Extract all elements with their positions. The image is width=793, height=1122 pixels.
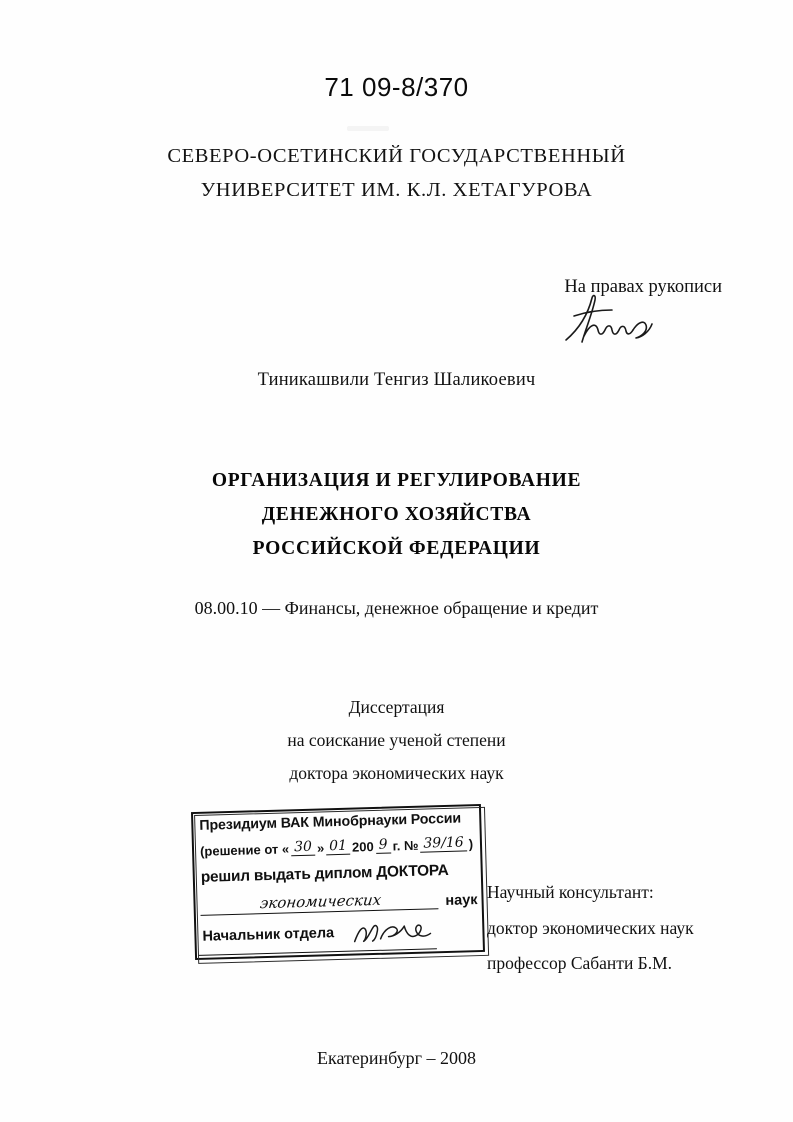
stamp-decision-day: 30	[291, 840, 315, 856]
author-name: Тиникашвили Тенгиз Шаликоевич	[257, 370, 536, 390]
stamp-decision-year-suffix: г. №	[392, 837, 419, 854]
stamp-field-suffix: наук	[445, 892, 478, 910]
stamp-decision-number: 39/16	[420, 835, 467, 852]
stamp-authority-line: Президиум ВАК Минобрнауки России	[199, 810, 462, 834]
archive-code: 71 09-8/370	[324, 72, 469, 102]
consultant-label: Научный консультант:	[487, 882, 654, 902]
dissertation-title-line-2: ДЕНЕЖНОГО ХОЗЯЙСТВА	[261, 504, 532, 525]
dissertation-title-line-3: РОССИЙСКОЙ ФЕДЕРАЦИИ	[252, 538, 541, 559]
stamp-decision-month: 01	[326, 839, 350, 855]
manuscript-rights-note: На правах рукописи	[564, 277, 722, 297]
stamp-official-signature-icon	[350, 917, 437, 945]
stamp-decision-quote-close: »	[316, 840, 325, 856]
stamp-official-title: Начальник отдела	[202, 925, 335, 945]
institution-name-line-1: СЕВЕРО-ОСЕТИНСКИЙ ГОСУДАРСТВЕННЫЙ	[167, 145, 626, 167]
vak-approval-stamp	[191, 804, 485, 960]
institution-name-line-2: УНИВЕРСИТЕТ ИМ. К.Л. ХЕТАГУРОВА	[200, 179, 593, 201]
stamp-award-line: решил выдать диплом ДОКТОРА	[200, 861, 449, 886]
stamp-decision-close: )	[468, 835, 474, 852]
degree-line-2: на соискание ученой степени	[287, 730, 506, 750]
scientific-consultant-block	[487, 884, 767, 973]
degree-line-3: доктора экономических наук	[289, 763, 504, 783]
scan-artifact	[347, 126, 389, 131]
consultant-name: профессор Сабанти Б.М.	[487, 953, 673, 973]
stamp-decision-prefix: (решение от «	[199, 841, 290, 859]
dissertation-title-line-1: ОРГАНИЗАЦИЯ И РЕГУЛИРОВАНИЕ	[211, 470, 582, 491]
stamp-decision-year-digit: 9	[375, 838, 390, 854]
stamp-field-handwritten-value: экономических	[200, 889, 440, 916]
specialty-code-and-name: 08.00.10 — Финансы, денежное обращение и кредит	[194, 598, 599, 618]
place-and-year: Екатеринбург – 2008	[317, 1048, 476, 1068]
degree-line-1: Диссертация	[348, 697, 445, 717]
stamp-decision-year-prefix: 200	[351, 838, 374, 855]
consultant-degree: доктор экономических наук	[487, 917, 694, 938]
author-signature-icon	[556, 292, 666, 348]
